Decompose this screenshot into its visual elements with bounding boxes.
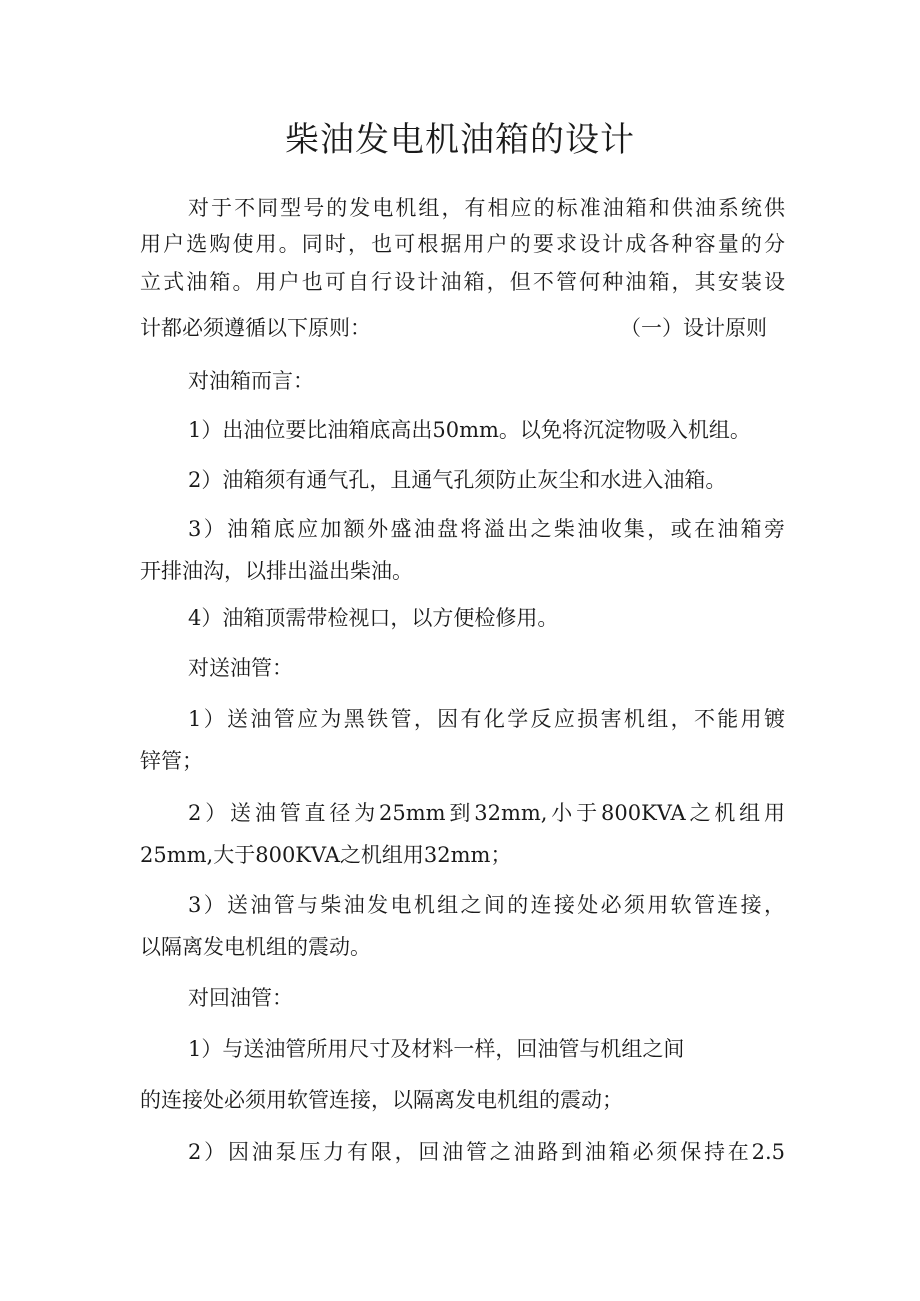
- return-item-2: 2）因油泵压力有限，回油管之油路到油箱必须保持在2.5: [188, 1140, 785, 1164]
- supply-item-2: 2）送油管直径为25mm到32mm,小于800KVA之机组用: [188, 801, 785, 825]
- supply-item-3: 3）送油管与柴油发电机组之间的连接处必须用软管连接，: [188, 893, 785, 917]
- supply-item-3-cont: 以隔离发电机组的震动。: [140, 935, 371, 959]
- tank-item-1: 1）出油位要比油箱底高出50mm。以免将沉淀物吸入机组。: [188, 418, 751, 442]
- intro-line-1: 对于不同型号的发电机组，有相应的标准油箱和供油系统供: [188, 196, 785, 220]
- tank-item-4: 4）油箱顶需带检视口，以方便检修用。: [188, 606, 559, 630]
- tank-item-2: 2）油箱须有通气孔，且通气孔须防止灰尘和水进入油箱。: [188, 468, 727, 492]
- return-item-1: 1）与送油管所用尺寸及材料一样，回油管与机组之间: [188, 1037, 685, 1061]
- intro-line-4: 计都必须遵循以下原则：: [140, 316, 371, 340]
- section-heading: （一）设计原则: [620, 316, 767, 340]
- tank-heading: 对油箱而言：: [188, 369, 314, 393]
- supply-item-1-cont: 锌管；: [140, 749, 203, 773]
- document-title: 柴油发电机油箱的设计: [285, 120, 635, 160]
- supply-heading: 对送油管：: [188, 656, 293, 680]
- tank-item-3: 3）油箱底应加额外盛油盘将溢出之柴油收集，或在油箱旁: [188, 517, 785, 541]
- return-heading: 对回油管：: [188, 986, 293, 1010]
- intro-line-3: 立式油箱。用户也可自行设计油箱，但不管何种油箱，其安装设: [140, 270, 785, 294]
- return-item-1-cont: 的连接处必须用软管连接，以隔离发电机组的震动；: [140, 1088, 623, 1112]
- supply-item-1: 1）送油管应为黑铁管，因有化学反应损害机组，不能用镀: [188, 707, 785, 731]
- intro-line-2: 用户选购使用。同时，也可根据用户的要求设计成各种容量的分: [140, 232, 785, 256]
- tank-item-3-cont: 开排油沟，以排出溢出柴油。: [140, 559, 413, 583]
- supply-item-2-cont: 25mm,大于800KVA之机组用32mm；: [140, 843, 512, 867]
